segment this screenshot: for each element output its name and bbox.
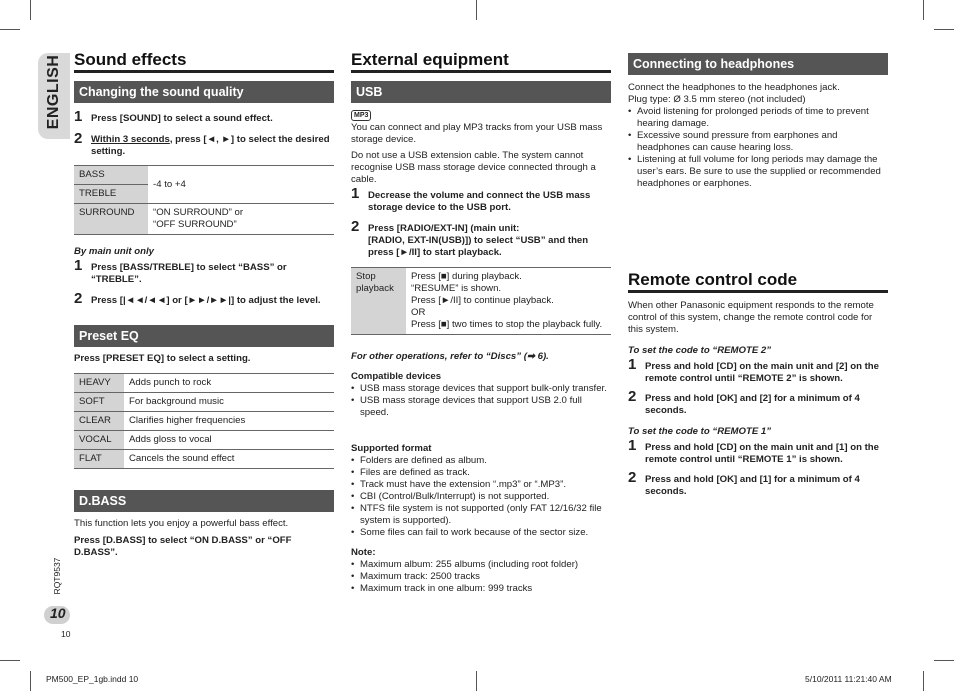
format-list xyxy=(351,455,613,539)
table-line: Press [►/II] to continue playback. xyxy=(411,295,554,306)
remote-description: When other Panasonic equipment responds to the remote control of this system, change the remote control code for this system. xyxy=(628,300,874,335)
table-key: BASS xyxy=(74,166,148,185)
table-value: Adds gloss to vocal xyxy=(124,431,334,450)
table-row xyxy=(74,204,334,235)
by-main-unit-heading: By main unit only xyxy=(74,246,154,257)
table-row xyxy=(74,166,334,185)
table-key: TREBLE xyxy=(74,185,148,204)
table-value: Clarifies higher frequencies xyxy=(124,412,334,431)
quality-step-2-emphasis: Within 3 seconds xyxy=(91,134,170,145)
usb-step-1: Decrease the volume and connect the USB mass storage device to the USB port. xyxy=(368,190,591,213)
remote-1-heading: To set the code to “REMOTE 1” xyxy=(628,426,772,437)
table-value: Adds punch to rock xyxy=(124,374,334,393)
list-item: • Some files can fail to work because of the sector size. xyxy=(351,527,613,539)
step-number: 2 xyxy=(628,388,637,405)
crop-mark xyxy=(30,671,31,691)
section-title-remote-code: Remote control code xyxy=(628,270,798,289)
crop-mark xyxy=(0,660,20,661)
crop-mark xyxy=(934,660,954,661)
section-title-sound-effects: Sound effects xyxy=(74,50,187,69)
list-item: • NTFS file system is not supported (only FAT 12/16/32 file system is supported). xyxy=(351,503,613,527)
headphones-connect: Connect the headphones to the headphones jack. xyxy=(628,82,840,93)
usb-step-2b: [RADIO, EXT-IN(USB)]) to select “USB” and then press [►/II] to start playback. xyxy=(368,235,589,258)
list-item: • USB mass storage devices that support USB 2.0 full speed. xyxy=(351,395,609,419)
dbass-instruction: Press [D.BASS] to select “ON D.BASS” or “OFF D.BASS”. xyxy=(74,535,292,558)
list-item: • Excessive sound pressure from earphones and headphones can cause hearing loss. xyxy=(628,130,886,154)
usb-warning: Do not use a USB extension cable. The system cannot recognise USB mass storage device connected through a cable. xyxy=(351,150,596,185)
table-value: Cancels the sound effect xyxy=(124,450,334,469)
table-row xyxy=(74,431,334,450)
title-rule xyxy=(351,70,611,73)
step-number: 2 xyxy=(628,469,637,486)
footer-file: PM500_EP_1gb.indd 10 xyxy=(46,674,139,684)
crop-mark xyxy=(923,0,924,20)
mp3-badge: MP3 xyxy=(351,110,371,121)
quality-step-2-text: , press [◄, ►] to select the desired setting. xyxy=(91,134,330,157)
remote-1-step-1: Press and hold [CD] on the main unit and [1] on the remote control until “REMOTE 1” is shown. xyxy=(645,442,879,465)
step-number: 1 xyxy=(628,356,637,373)
quality-step-1: Press [SOUND] to select a sound effect. xyxy=(91,113,273,124)
title-rule xyxy=(628,290,888,293)
step-number: 2 xyxy=(74,130,83,147)
remote-2-step-1: Press and hold [CD] on the main unit and [2] on the remote control until “REMOTE 2” is shown. xyxy=(645,361,879,384)
step-number: 1 xyxy=(74,257,83,274)
crop-mark xyxy=(476,671,477,691)
preset-eq-instruction: Press [PRESET EQ] to select a setting. xyxy=(74,353,251,364)
crop-mark xyxy=(934,29,954,30)
list-item: • Maximum album: 255 albums (including root folder) xyxy=(351,559,611,571)
crop-mark xyxy=(30,0,31,20)
list-item: • CBI (Control/Bulk/Interrupt) is not supported. xyxy=(351,491,613,503)
crop-mark xyxy=(0,29,20,30)
compatible-heading: Compatible devices xyxy=(351,371,442,382)
heading-dbass: D.BASS xyxy=(74,490,334,512)
format-heading: Supported format xyxy=(351,443,432,454)
list-item: • Maximum track in one album: 999 tracks xyxy=(351,583,611,595)
heading-preset-eq: Preset EQ xyxy=(74,325,334,347)
page-code: RQT9537 xyxy=(52,557,62,595)
table-row xyxy=(74,450,334,469)
heading-usb: USB xyxy=(351,81,611,103)
usb-playback-table xyxy=(351,267,611,335)
remote-1-step-2: Press and hold [OK] and [1] for a minimum of 4 seconds. xyxy=(645,474,860,497)
table-row xyxy=(74,412,334,431)
unit-step-1: Press [BASS/TREBLE] to select “BASS” or “TREBLE”. xyxy=(91,262,287,285)
table-key: SURROUND xyxy=(74,204,148,235)
table-key: SOFT xyxy=(74,393,124,412)
table-value: “ON SURROUND” or “OFF SURROUND” xyxy=(148,204,334,235)
list-item: • Folders are defined as album. xyxy=(351,455,613,467)
step-number: 1 xyxy=(628,437,637,454)
list-item: • Files are defined as track. xyxy=(351,467,613,479)
table-line: “RESUME” is shown. xyxy=(411,283,502,294)
step-number: 1 xyxy=(351,185,360,202)
footer-date: 5/10/2011 11:21:40 AM xyxy=(805,674,892,684)
language-tab-label: ENGLISH xyxy=(45,54,62,130)
table-key: FLAT xyxy=(74,450,124,469)
dbass-description: This function lets you enjoy a powerful bass effect. xyxy=(74,518,289,529)
table-line: OR xyxy=(411,307,426,318)
note-list xyxy=(351,559,611,595)
list-item: • Track must have the extension “.mp3” or “.MP3”. xyxy=(351,479,613,491)
usb-intro: You can connect and play MP3 tracks from your USB mass storage device. xyxy=(351,122,603,145)
page-number-small: 10 xyxy=(61,629,71,639)
page-number: 10 xyxy=(50,605,66,621)
step-number: 2 xyxy=(351,218,360,235)
list-item: • Listening at full volume for long periods may damage the user’s ears. Be sure to use the supplied or recommended headphones or earphones. xyxy=(628,154,886,190)
list-item: • USB mass storage devices that support bulk-only transfer. xyxy=(351,383,609,395)
table-value xyxy=(406,268,611,335)
remote-2-heading: To set the code to “REMOTE 2” xyxy=(628,345,772,356)
headphones-plug-type: Plug type: Ø 3.5 mm stereo (not included) xyxy=(628,94,806,105)
headphones-warnings xyxy=(628,106,886,190)
crop-mark xyxy=(923,671,924,691)
table-row xyxy=(74,393,334,412)
table-key: VOCAL xyxy=(74,431,124,450)
heading-sound-quality: Changing the sound quality xyxy=(74,81,334,103)
table-row xyxy=(351,268,611,335)
step-number: 1 xyxy=(74,108,83,125)
table-key: HEAVY xyxy=(74,374,124,393)
usb-step-2a: Press [RADIO/EXT-IN] (main unit: xyxy=(368,223,520,234)
table-line: Press [■] during playback. xyxy=(411,271,522,282)
table-key: Stop playback xyxy=(351,268,406,335)
quality-step-2 xyxy=(91,134,336,158)
remote-2-step-2: Press and hold [OK] and [2] for a minimum of 4 seconds. xyxy=(645,393,860,416)
compatible-list xyxy=(351,383,609,419)
table-row xyxy=(74,374,334,393)
preset-eq-table xyxy=(74,373,334,469)
step-number: 2 xyxy=(74,290,83,307)
title-rule xyxy=(74,70,334,73)
heading-headphones: Connecting to headphones xyxy=(628,53,888,75)
list-item: • Maximum track: 2500 tracks xyxy=(351,571,611,583)
table-value: For background music xyxy=(124,393,334,412)
list-item: • Avoid listening for prolonged periods of time to prevent hearing damage. xyxy=(628,106,886,130)
unit-step-2: Press [|◄◄/◄◄] or [►►/►►|] to adjust the level. xyxy=(91,295,321,306)
table-line: Press [■] two times to stop the playback fully. xyxy=(411,319,603,330)
section-title-external-equipment: External equipment xyxy=(351,50,509,69)
table-key: CLEAR xyxy=(74,412,124,431)
table-value: -4 to +4 xyxy=(148,166,334,204)
note-heading: Note: xyxy=(351,547,376,558)
sound-quality-table xyxy=(74,165,334,235)
crop-mark xyxy=(476,0,477,20)
other-operations-note: For other operations, refer to “Discs” (➡ 6). xyxy=(351,351,549,362)
